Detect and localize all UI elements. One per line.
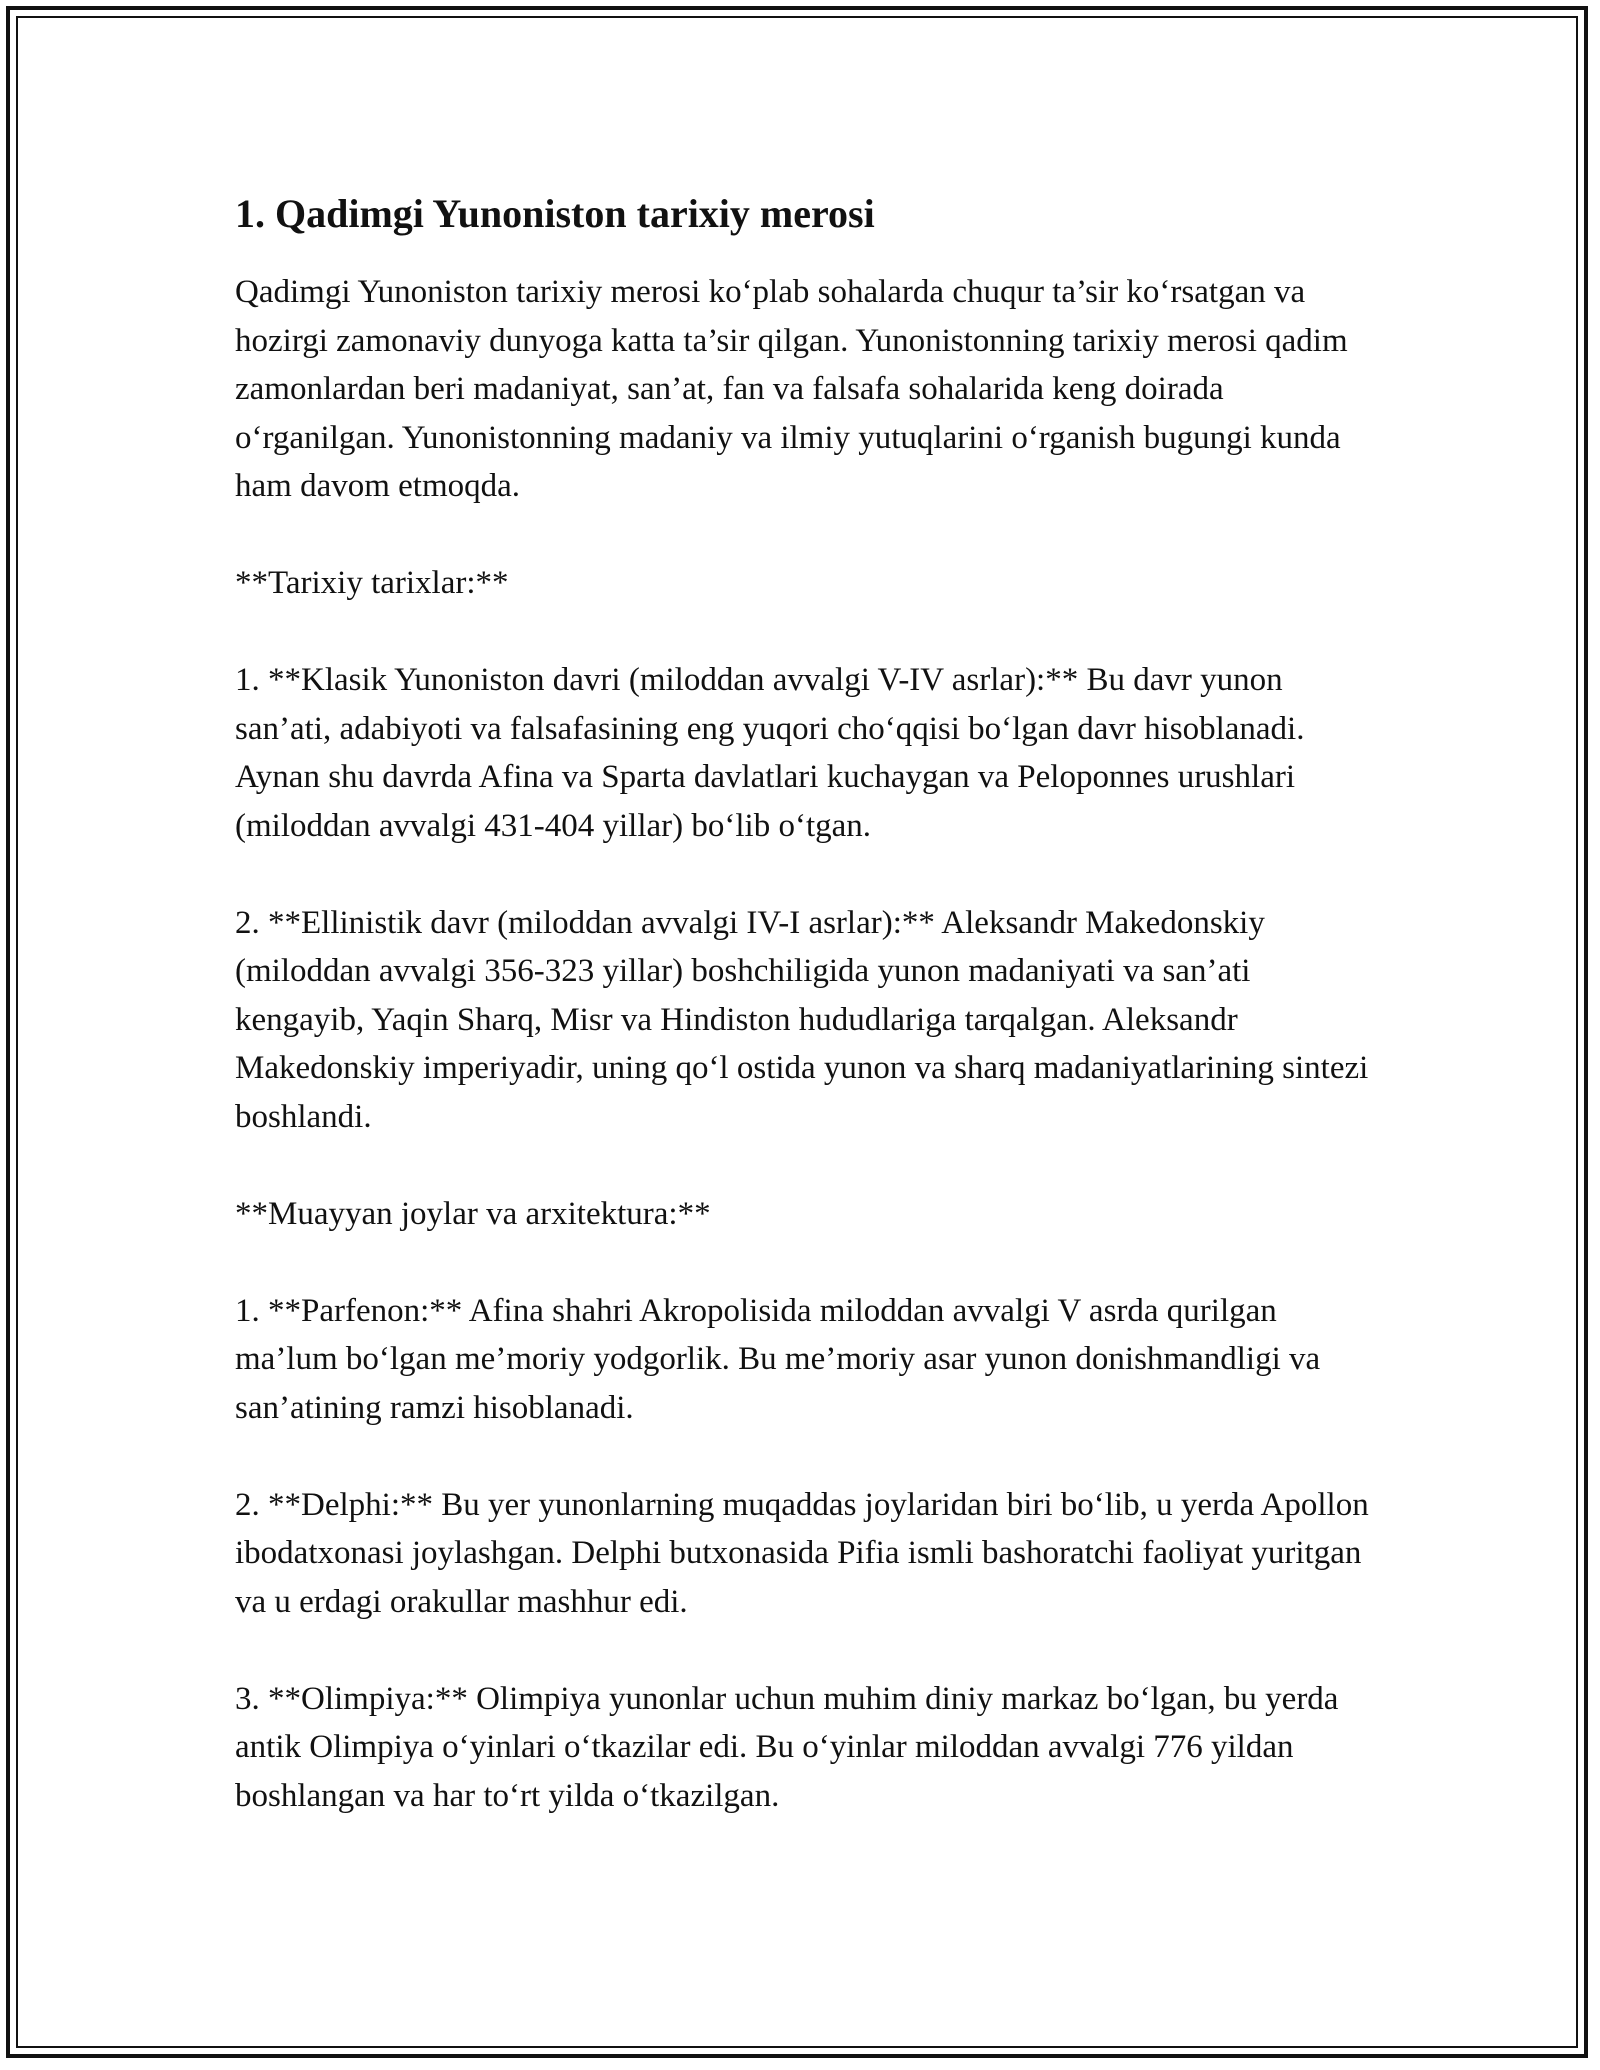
- intro-paragraph: Qadimgi Yunoniston tarixiy merosi ko‘plab sohalarda chuqur ta’sir ko‘rsatgan va hozirgi zamonaviy dunyoga katta ta’sir qilgan. Yunonistonning tarixiy merosi qadim zamonlardan beri madaniyat, san’at, fan va falsafa sohalarida keng doirada o‘rganilgan. Yunonistonning madaniy va ilmiy yutuqlarini o‘rganish bugungi kunda ham davom etmoqda.: [235, 274, 1348, 504]
- subheading-historical-periods: **Tarixiy tarixlar:**: [235, 565, 509, 601]
- list-item-olympia: 3. **Olimpiya:** Olimpiya yunonlar uchun muhim diniy markaz bo‘lgan, bu yerda antik Olimpiya o‘yinlari o‘tkazilar edi. Bu o‘yinlar miloddan avvalgi 776 yildan boshlangan va har to‘rt yilda o‘tkazilgan.: [235, 1680, 1339, 1814]
- list-item-delphi: 2. **Delphi:** Bu yer yunonlarning muqaddas joylaridan biri bo‘lib, u yerda Apollon ibodatxonasi joylashgan. Delphi butxonasida Pifia ismli bashoratchi faoliyat yuritgan va u erdagi orakullar mashhur edi.: [235, 1486, 1369, 1620]
- document-body: [235, 190, 1385, 1820]
- section-heading: 1. Qadimgi Yunoniston tarixiy merosi: [235, 191, 875, 236]
- list-item-classical-period: 1. **Klasik Yunoniston davri (miloddan avvalgi V-IV asrlar):** Bu davr yunon san’ati, adabiyoti va falsafasining eng yuqori cho‘qqisi bo‘lgan davr hisoblanadi. Aynan shu davrda Afina va Sparta davlatlari kuchaygan va Peloponnes urushlari (miloddan avvalgi 431-404 yillar) bo‘lib o‘tgan.: [235, 662, 1305, 844]
- list-item-parthenon: 1. **Parfenon:** Afina shahri Akropolisida miloddan avvalgi V asrda qurilgan ma’lum bo‘lgan me’moriy yodgorlik. Bu me’moriy asar yunon donishmandligi va san’atining ramzi hisoblanadi.: [235, 1292, 1321, 1426]
- list-item-hellenistic-period: 2. **Ellinistik davr (miloddan avvalgi IV-I asrlar):** Aleksandr Makedonskiy (miloddan avvalgi 356-323 yillar) boshchiligida yunon madaniyati va san’ati kengayib, Yaqin Sharq, Misr va Hindiston hududlariga tarqalgan. Aleksandr Makedonskiy imperiyadir, uning qo‘l ostida yunon va sharq madaniyatlarining sintezi boshlandi.: [235, 904, 1369, 1135]
- subheading-places-architecture: **Muayyan joylar va arxitektura:**: [235, 1195, 711, 1232]
